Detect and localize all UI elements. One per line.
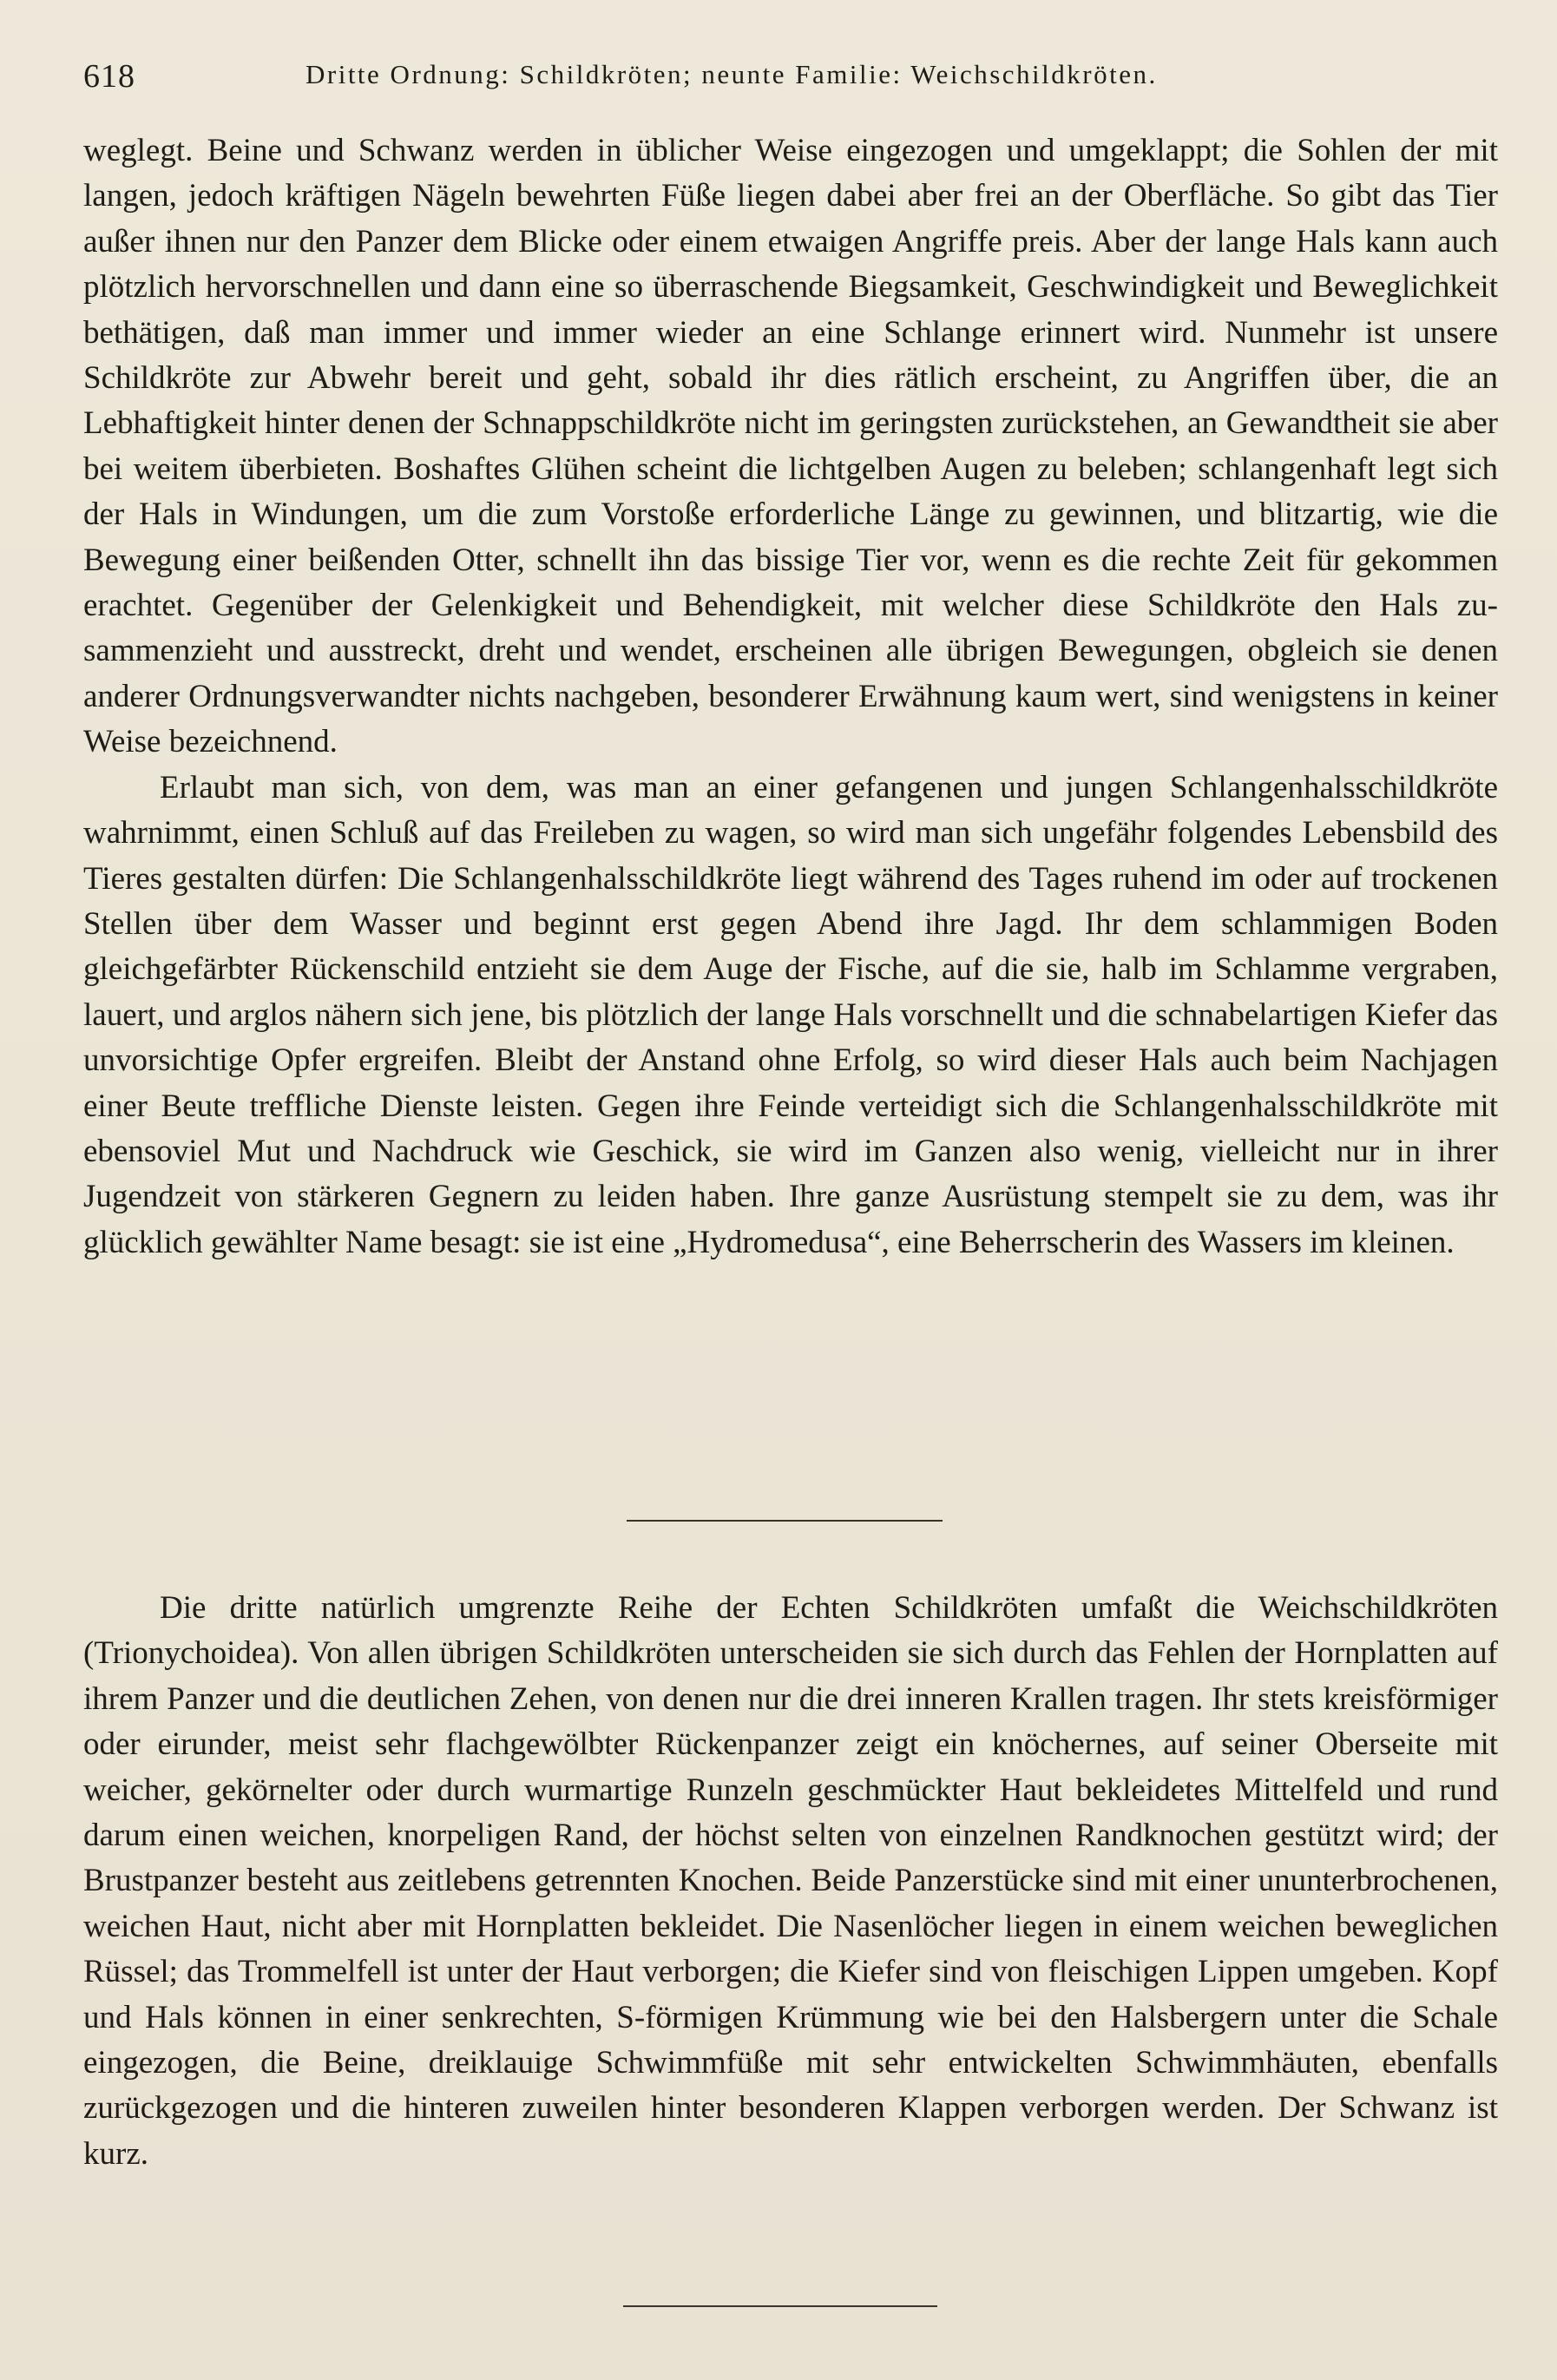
- section-divider: [627, 1520, 943, 1522]
- page-header: [83, 54, 1507, 102]
- text-section-2: [83, 1586, 1498, 2177]
- paragraph-weichschildkroeten: Die dritte natürlich umgrenzte Reihe der Echten Schildkröten umfaßt die Weichschildkröten (Trionychoidea). Von allen übrigen Schildkröten unterscheiden sie sich durch das Fehlen der Hornplatten auf ihrem Panzer und die deutlichen Zehen, von denen nur die drei inneren Krallen tragen. Ihr stets kreisförmiger oder eirunder, meist sehr flachgewölbter Rückenpanzer zeigt ein knöchernes, auf seiner Oberseite mit weicher, gekörnelter oder durch wurmartige Runzeln geschmückter Haut bekleidetes Mittelfeld und rund darum einen weichen, knorpeligen Rand, der höchst selten von einzelnen Randknochen gestützt wird; der Brustpanzer besteht aus zeitlebens getrennten Knochen. Beide Panzerstücke sind mit einer ununterbrochenen, weichen Haut, nicht aber mit Hornplatten bekleidet. Die Nasenlöcher liegen in einem weichen beweglichen Rüssel; das Trommelfell ist unter der Haut verborgen; die Kiefer sind von fleischigen Lippen umgeben. Kopf und Hals können in einer senkrechten, S-förmigen Krümmung wie bei den Halsbergern unter die Schale eingezogen, die Beine, dreiklauige Schwimmfüße mit sehr entwickelten Schwimmhäuten, ebenfalls zurückgezogen und die hinteren zuweilen hinter besonderen Klappen verborgen werden. Der Schwanz ist kurz.: [83, 1590, 1498, 2172]
- running-head: Dritte Ordnung: Schildkröten; neunte Familie: Weichschildkröten.: [305, 59, 1158, 89]
- page-number: 618: [83, 58, 135, 95]
- paragraph-lebensbild: Erlaubt man sich, von dem, was man an einer gefangenen und jungen Schlangenhalsschildkröte wahrnimmt, einen Schluß auf das Freileben zu wagen, so wird man sich ungefähr folgendes Lebensbild des Tieres gestalten dürfen: Die Schlangenhalsschildkröte liegt während des Tages ruhend im oder auf trockenen Stellen über dem Wasser und beginnt erst gegen Abend ihre Jagd. Ihr dem schlammigen Boden gleichgefärbter Rückenschild entzieht sie dem Auge der Fische, auf die sie, halb im Schlamme vergraben, lauert, und arglos nähern sich jene, bis plötzlich der lange Hals vorschnellt und die schnabelartigen Kiefer das unvorsichtige Opfer ergreifen. Bleibt der Anstand ohne Erfolg, so wird dieser Hals auch beim Nachjagen einer Beute treffliche Dienste leisten. Gegen ihre Feinde verteidigt sich die Schlangenhalsschildkröte mit ebensoviel Mut und Nachdruck wie Geschick, sie wird im Ganzen also wenig, vielleicht nur in ihrer Jugendzeit von stärkeren Gegnern zu leiden haben. Ihre ganze Ausrüstung stempelt sie zu dem, was ihr glücklich gewählter Name besagt: sie ist eine „Hydromedusa“, eine Beherrscherin des Wassers im kleinen.: [83, 769, 1498, 1260]
- paragraph-continued: weglegt. Beine und Schwanz werden in üblicher Weise eingezogen und umgeklappt; die Sohlen der mit langen, jedoch kräftigen Nägeln bewehrten Füße liegen dabei aber frei an der Oberfläche. So gibt das Tier außer ihnen nur den Panzer dem Blicke oder einem etwaigen Angriffe preis. Aber der lange Hals kann auch plötzlich hervorschnellen und dann eine so überraschende Biegsamkeit, Geschwindigkeit und Beweglichkeit bethätigen, daß man immer und immer wieder an eine Schlange erinnert wird. Nunmehr ist unsere Schildkröte zur Abwehr bereit und geht, sobald ihr dies rätlich erscheint, zu Angriffen über, die an Lebhaftigkeit hinter denen der Schnappschildkröte nicht im geringsten zurückstehen, an Gewandtheit sie aber bei weitem überbieten. Boshaftes Glühen scheint die lichtgelben Augen zu beleben; schlangenhaft legt sich der Hals in Windungen, um die zum Vorstoße erforderliche Länge zu gewinnen, und blitzartig, wie die Bewegung einer beißenden Otter, schnellt ihn das bissige Tier vor, wenn es die rechte Zeit für gekommen erachtet. Gegenüber der Gelenkigkeit und Behendigkeit, mit welcher diese Schildkröte den Hals zusammenzieht und ausstreckt, dreht und wendet, erscheinen alle übrigen Bewegungen, obgleich sie denen anderer Ordnungsverwandter nichts nachgeben, besonderer Erwähnung kaum wert, sind wenigstens in keiner Weise bezeichnend.: [83, 133, 1498, 760]
- text-section-1: [83, 128, 1498, 1266]
- end-divider: [623, 2305, 937, 2307]
